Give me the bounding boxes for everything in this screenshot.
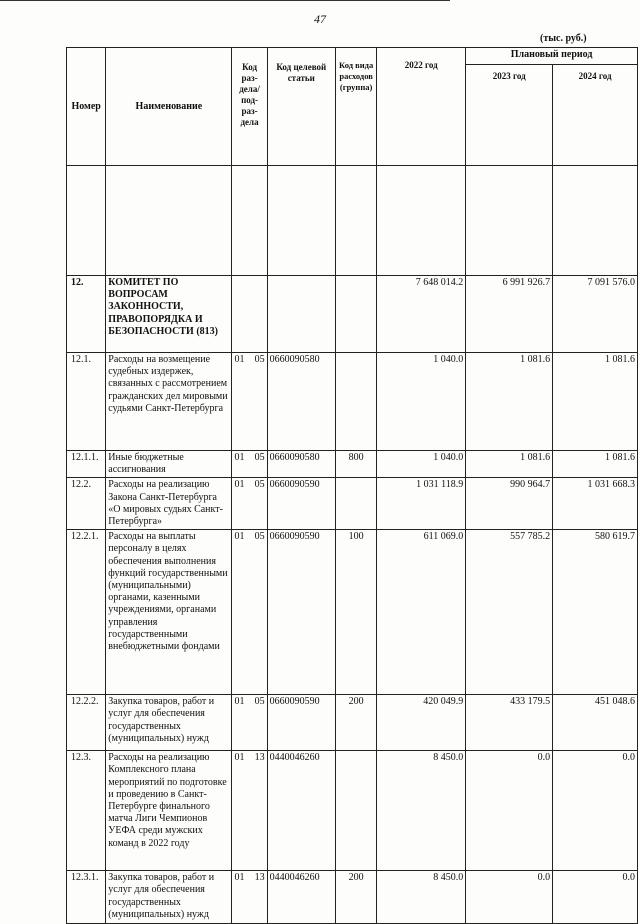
row-expense-type: 800: [335, 451, 376, 478]
row-2024: 580 619.7: [553, 530, 638, 695]
table-row: [67, 276, 638, 353]
header-2023: 2023 год: [466, 65, 553, 166]
row-name: КОМИТЕТ ПО ВОПРОСАМ ЗАКОННОСТИ, ПРАВОПОРЯДКА И БЕЗОПАСНОСТИ (813): [106, 276, 232, 353]
row-2023: 990 964.7: [466, 478, 553, 530]
row-2023: 0.0: [466, 751, 553, 871]
header-num: Номер: [67, 48, 106, 166]
row-target-code: 0440046260: [267, 751, 335, 871]
row-name: Расходы на возмещение судебных издержек, связанных с рассмотрением гражданских дел мировыми судьями Санкт-Петербурга: [106, 353, 232, 451]
row-2023: 433 179.5: [466, 695, 553, 751]
row-number: 12.2.: [67, 478, 106, 530]
row-razdel: [232, 695, 267, 751]
row-2022: 1 031 118.9: [377, 478, 466, 530]
table-row: [67, 871, 638, 924]
row-2022: 1 040.0: [377, 451, 466, 478]
row-name: Расходы на реализацию Комплексного плана мероприятий по подготовке и проведению в Санкт-Петербурге финального матча Лиги Чемпионов УЕФА среди мужских команд в 2022 году: [106, 751, 232, 871]
row-2024: 451 048.6: [553, 695, 638, 751]
row-target-code: 0660090580: [267, 353, 335, 451]
header-vid: Код вида расходов (группа): [335, 48, 376, 166]
top-rule: [0, 0, 450, 1]
row-razdel: [232, 530, 267, 695]
header-2022: 2022 год: [377, 48, 466, 166]
razdel-code: 01: [234, 752, 245, 764]
row-target-code: 0660090590: [267, 478, 335, 530]
razdel-code: 01: [234, 354, 245, 365]
table-row: [67, 530, 638, 695]
row-number: 12.1.: [67, 353, 106, 451]
row-expense-type: 100: [335, 530, 376, 695]
spacer-row: [67, 166, 638, 276]
razdel-code: 01: [234, 452, 245, 463]
header-plan-period: Плановый период: [466, 48, 638, 65]
row-expense-type: [335, 276, 376, 353]
row-number: 12.2.1.: [67, 530, 106, 695]
podrazdel-code: 13: [254, 872, 265, 884]
podrazdel-code: 05: [254, 531, 265, 543]
row-2024: 0.0: [553, 871, 638, 924]
razdel-code: 01: [234, 531, 245, 543]
row-name: Расходы на выплаты персоналу в целях обеспечения выполнения функций государственными (муниципальными) органами, казенными учреждениями, органами управления государственными внебюджетными фондами: [106, 530, 232, 695]
table-row: [67, 751, 638, 871]
podrazdel-code: 13: [254, 752, 265, 764]
row-expense-type: 200: [335, 871, 376, 924]
podrazdel-code: 05: [254, 696, 265, 708]
table-row: [67, 478, 638, 530]
page-number: 47: [314, 12, 326, 26]
row-2023: 1 081.6: [466, 353, 553, 451]
row-number: 12.: [67, 276, 106, 353]
budget-table: [66, 47, 638, 924]
podrazdel-code: 05: [254, 354, 265, 365]
row-razdel: [232, 276, 267, 353]
header-razd: Код раз-дела/ под-раз-дела: [232, 48, 267, 166]
row-2023: 1 081.6: [466, 451, 553, 478]
row-2022: 420 049.9: [377, 695, 466, 751]
row-target-code: 0440046260: [267, 871, 335, 924]
row-target-code: 0660090580: [267, 451, 335, 478]
table-row: [67, 695, 638, 751]
row-number: 12.1.1.: [67, 451, 106, 478]
row-2022: 1 040.0: [377, 353, 466, 451]
table-row: [67, 353, 638, 451]
row-razdel: [232, 353, 267, 451]
row-name: Иные бюджетные ассигнования: [106, 451, 232, 478]
row-2022: 7 648 014.2: [377, 276, 466, 353]
row-target-code: 0660090590: [267, 695, 335, 751]
row-2023: 557 785.2: [466, 530, 553, 695]
row-razdel: [232, 478, 267, 530]
row-name: Закупка товаров, работ и услуг для обеспечения государственных (муниципальных) нужд: [106, 695, 232, 751]
razdel-code: 01: [234, 479, 245, 491]
row-expense-type: [335, 751, 376, 871]
row-target-code: 0660090590: [267, 530, 335, 695]
razdel-code: 01: [234, 872, 245, 884]
row-2024: 0.0: [553, 751, 638, 871]
row-razdel: [232, 751, 267, 871]
row-expense-type: [335, 478, 376, 530]
header-2024: 2024 год: [553, 65, 638, 166]
podrazdel-code: 05: [254, 452, 265, 463]
row-2022: 8 450.0: [377, 751, 466, 871]
row-2023: 0.0: [466, 871, 553, 924]
row-2024: 1 081.6: [553, 451, 638, 478]
row-number: 12.3.: [67, 751, 106, 871]
row-razdel: [232, 871, 267, 924]
row-2024: 1 031 668.3: [553, 478, 638, 530]
row-2024: 7 091 576.0: [553, 276, 638, 353]
row-2024: 1 081.6: [553, 353, 638, 451]
razdel-code: 01: [234, 696, 245, 708]
row-expense-type: [335, 353, 376, 451]
row-name: Расходы на реализацию Закона Санкт-Петербурга «О мировых судьях Санкт-Петербурга»: [106, 478, 232, 530]
header-cel: Код целевой статьи: [267, 48, 335, 166]
units-label: (тыс. руб.): [540, 33, 587, 44]
row-number: 12.3.1.: [67, 871, 106, 924]
row-razdel: [232, 451, 267, 478]
row-number: 12.2.2.: [67, 695, 106, 751]
row-2022: 8 450.0: [377, 871, 466, 924]
row-target-code: [267, 276, 335, 353]
podrazdel-code: 05: [254, 479, 265, 491]
header-name: Наименование: [106, 48, 232, 166]
row-2023: 6 991 926.7: [466, 276, 553, 353]
row-name: Закупка товаров, работ и услуг для обеспечения государственных (муниципальных) нужд: [106, 871, 232, 924]
table-row: [67, 451, 638, 478]
row-2022: 611 069.0: [377, 530, 466, 695]
row-expense-type: 200: [335, 695, 376, 751]
